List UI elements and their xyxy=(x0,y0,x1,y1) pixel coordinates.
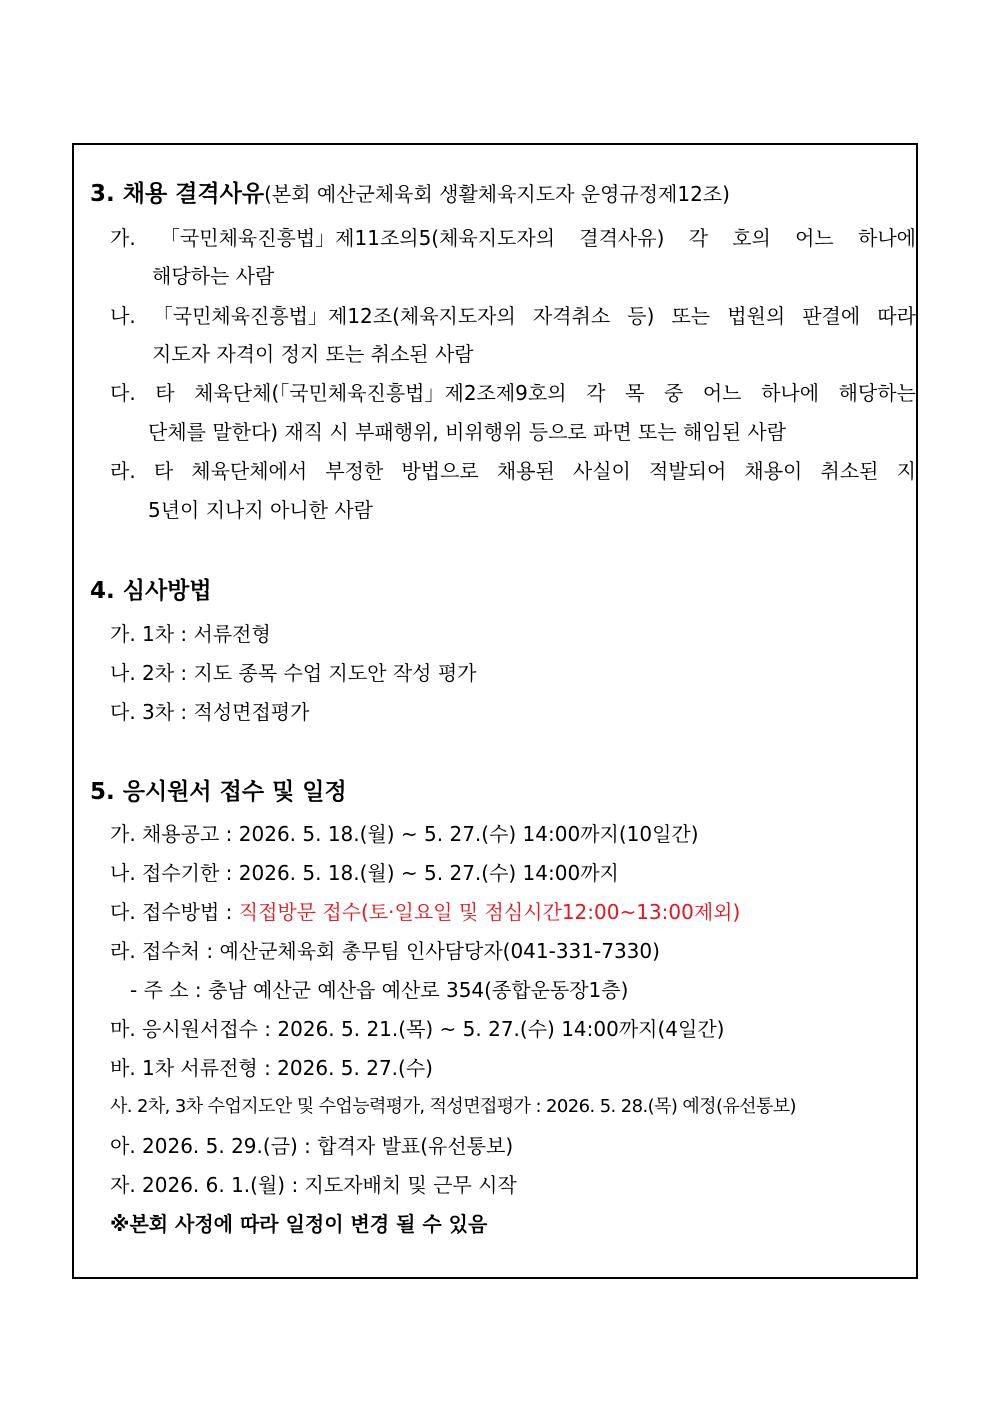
word: 체육단체에서 xyxy=(191,459,308,483)
word: 체육단체(「국민체육진흥법」제2조제9호의 xyxy=(194,381,567,405)
word: 하나에 xyxy=(761,381,820,405)
section-3-heading xyxy=(90,180,730,208)
word: 다. xyxy=(110,381,136,405)
word: 결격사유) xyxy=(579,226,665,250)
section-4-item-da: 다. 3차 : 적성면접평가 xyxy=(110,700,310,724)
schedule-document-screening: 바. 1차 서류전형 : 2026. 5. 27.(수) xyxy=(110,1056,433,1080)
word: 목 xyxy=(625,381,645,405)
section-3-item-ga-cont: 해당하는 사람 xyxy=(152,264,275,288)
word: 나. xyxy=(110,304,136,328)
section-4-title: 4. 심사방법 xyxy=(90,578,212,604)
section-3-subtitle: (본회 예산군체육회 생활체육지도자 운영규정제12조) xyxy=(264,182,730,206)
word: 법원의 xyxy=(727,304,786,328)
section-3-item-na-cont: 지도자 자격이 정지 또는 취소된 사람 xyxy=(152,342,474,366)
schedule-start: 자. 2026. 6. 1.(월) : 지도자배치 및 근무 시작 xyxy=(110,1173,517,1197)
word: 타 xyxy=(155,381,175,405)
word: 호의 xyxy=(732,226,771,250)
word: 적발되어 xyxy=(649,459,727,483)
word: 채용된 xyxy=(496,459,555,483)
section-3-item-na xyxy=(110,302,916,330)
schedule-method xyxy=(110,898,740,926)
word: 어느 xyxy=(795,226,834,250)
schedule-note: ※본회 사정에 따라 일정이 변경 될 수 있음 xyxy=(110,1212,488,1236)
word: 방법으로 xyxy=(401,459,479,483)
section-3-title: 3. 채용 결격사유 xyxy=(90,181,265,207)
word: 판결에 xyxy=(802,304,861,328)
schedule-announcement: 가. 채용공고 : 2026. 5. 18.(월) ~ 5. 27.(수) 14:00까지(10일간) xyxy=(110,822,699,846)
word: 지 xyxy=(896,459,916,483)
word: 「국민체육진흥법」제11조의5(체육지도자의 xyxy=(159,226,556,250)
word: 각 xyxy=(688,226,708,250)
section-3-item-ra-cont: 5년이 지나지 아니한 사람 xyxy=(148,498,373,522)
word: 해당하는 xyxy=(838,381,916,405)
word: 타 xyxy=(153,459,174,483)
section-3-item-da xyxy=(110,379,916,407)
section-4-item-na: 나. 2차 : 지도 종목 수업 지도안 작성 평가 xyxy=(110,661,477,685)
schedule-announcement-result: 아. 2026. 5. 29.(금) : 합격자 발표(유선통보) xyxy=(110,1134,514,1158)
method-label: 다. 접수방법 : xyxy=(110,900,239,924)
word: 채용이 xyxy=(744,459,803,483)
word: 하나에 xyxy=(858,226,916,250)
word: 사실이 xyxy=(572,459,631,483)
schedule-application: 마. 응시원서접수 : 2026. 5. 21.(목) ~ 5. 27.(수) 14:00까지(4일간) xyxy=(110,1017,725,1041)
word: 등) xyxy=(627,304,655,328)
section-5-title: 5. 응시원서 접수 및 일정 xyxy=(90,779,347,805)
word: 따라 xyxy=(877,304,916,328)
schedule-address: - 주 소 : 충남 예산군 예산읍 예산로 354(종합운동장1층) xyxy=(130,978,629,1002)
word: 어느 xyxy=(702,381,742,405)
word: 「국민체육진흥법」제12조(체육지도자의 xyxy=(152,304,516,328)
section-3-item-da-cont: 단체를 말한다) 재직 시 부패행위, 비위행위 등으로 파면 또는 해임된 사람 xyxy=(148,420,787,444)
schedule-interview: 사. 2차, 3차 수업지도안 및 수업능력평가, 적성면접평가 : 2026. 5. 28.(목) 예정(유선통보) xyxy=(110,1096,796,1117)
word: 각 xyxy=(586,381,606,405)
schedule-office: 라. 접수처 : 예산군체육회 총무팀 인사담당자(041-331-7330) xyxy=(110,939,660,963)
schedule-deadline: 나. 접수기한 : 2026. 5. 18.(월) ~ 5. 27.(수) 14:00까지 xyxy=(110,861,619,885)
word: 자격취소 xyxy=(532,304,611,328)
word: 또는 xyxy=(671,304,711,328)
word: 가. xyxy=(110,226,136,250)
word: 취소된 xyxy=(820,459,879,483)
method-value: 직접방문 접수(토·일요일 및 점심시간12:00~13:00제외) xyxy=(238,900,741,924)
section-4-item-ga: 가. 1차 : 서류전형 xyxy=(110,622,271,646)
section-3-item-ra xyxy=(110,457,916,485)
word: 라. xyxy=(110,459,136,483)
word: 부정한 xyxy=(325,459,384,483)
word: 중 xyxy=(663,381,684,405)
section-3-item-ga xyxy=(110,224,916,252)
